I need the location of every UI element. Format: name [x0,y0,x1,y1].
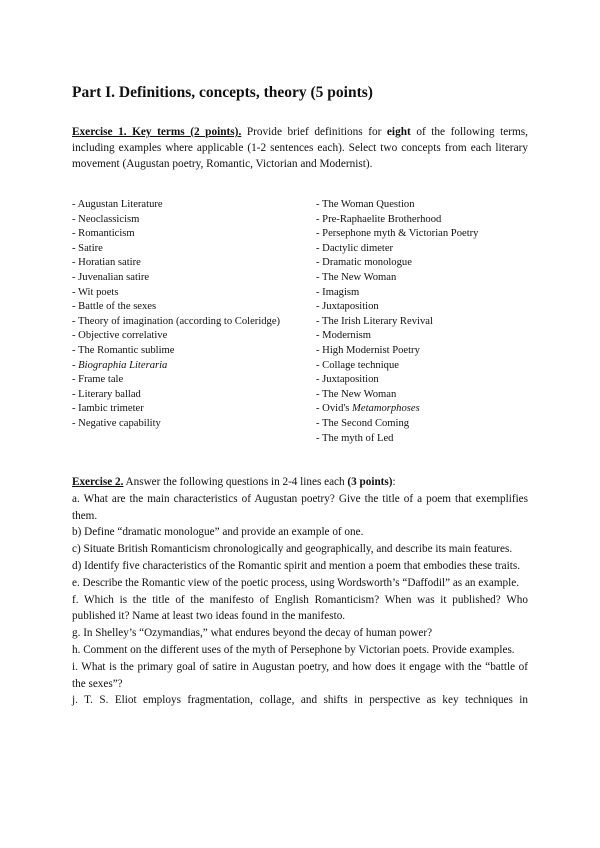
question-item: h. Comment on the different uses of the myth of Persephone by Victorian poets. Provide examples. [72,643,515,656]
exercise-1-text-before: Provide brief definitions for [241,126,387,138]
term-item: - The Irish Literary Revival [316,315,433,327]
term-item: - Theory of imagination (according to Coleridge) [72,315,281,327]
term-item: - Collage technique [316,359,399,371]
exercise-2-header [72,474,528,491]
term-item: - Biographia Literaria [72,359,168,371]
term-item: - The Woman Question [316,199,415,210]
term-item: - Juvenalian satire [72,271,150,283]
term-item: - Literary ballad [72,388,141,400]
term-item: - Negative capability [72,417,161,429]
question-item: c) Situate British Romanticism chronologically and geographically, and describe its main features. [72,543,513,556]
question-item: e. Describe the Romantic view of the poetic process, using Wordsworth’s “Daffodil” as an example. [72,576,519,589]
term-item: - Ovid's Metamorphoses [316,403,420,415]
exercise-1-instructions [72,124,528,172]
term-item: - Juxtaposition [316,301,379,313]
term-item: - Wit poets [72,286,119,298]
question-item: a. What are the main characteristics of Augustan poetry? Give the title of a poem that exemplifies them. [72,492,528,522]
term-item: - Horatian satire [72,257,141,269]
term-item: - Romanticism [72,228,135,240]
exercise-2 [72,474,528,709]
term-item: - Juxtaposition [316,374,379,386]
exercise-2-intro: Answer the following questions in 2-4 lines each [123,476,348,488]
term-item: - Modernism [316,330,372,342]
term-item: - The New Woman [316,271,397,283]
term-item: - The Romantic sublime [72,344,175,356]
term-item: - Dramatic monologue [316,257,412,269]
question-item: f. Which is the title of the manifesto of English Romanticism? When was it published? Who published it? Name at least two ideas found in the manifesto. [72,593,528,623]
term-item: - High Modernist Poetry [316,344,420,356]
exercise-1-emphasis: eight [386,126,411,138]
term-item: - The Second Coming [316,417,410,429]
term-item: - Iambic trimeter [72,403,144,415]
term-item: - Imagism [316,286,360,298]
term-item: - Dactylic dimeter [316,242,394,254]
question-item: j. T. S. Eliot employs fragmentation, collage, and shifts in perspective as key techniques in [72,694,528,707]
term-item: - Neoclassicism [72,213,140,225]
term-item: - Pre-Raphaelite Brotherhood [316,213,442,225]
part-title: Part I. Definitions, concepts, theory (5 points) [72,84,373,101]
exercise-2-label: Exercise 2. [72,476,124,488]
exercise-2-points: (3 points) [347,476,393,488]
terms-list-left [72,198,282,432]
exercise-2-colon: : [392,476,396,488]
question-item: g. In Shelley’s “Ozymandias,” what endures beyond the decay of human power? [72,627,433,640]
term-item: - Augustan Literature [72,199,163,210]
term-item: - The New Woman [316,388,397,400]
term-item: - Objective correlative [72,330,168,342]
question-item: i. What is the primary goal of satire in Augustan poetry, and how does it engage with the “battle of the sexes”? [72,660,528,690]
term-item: - Persephone myth & Victorian Poetry [316,228,479,240]
exercise-1-label: Exercise 1. Key terms (2 points). [72,126,242,138]
term-item: - Satire [72,242,103,254]
exercise-1-text-after: of the following terms, including examples where applicable (1-2 sentences each). Select two concepts from each literary movement (Augustan poetry, Romantic, Victorian and Modernist). [72,126,528,170]
terms-list-right [316,198,528,446]
question-item: b) Define “dramatic monologue” and provide an example of one. [72,526,364,539]
term-item: - Frame tale [72,374,124,386]
question-item: d) Identify five characteristics of the Romantic spirit and mention a poem that embodies these traits. [72,559,520,572]
term-item: - The myth of Led [316,432,394,444]
term-item: - Battle of the sexes [72,301,157,313]
